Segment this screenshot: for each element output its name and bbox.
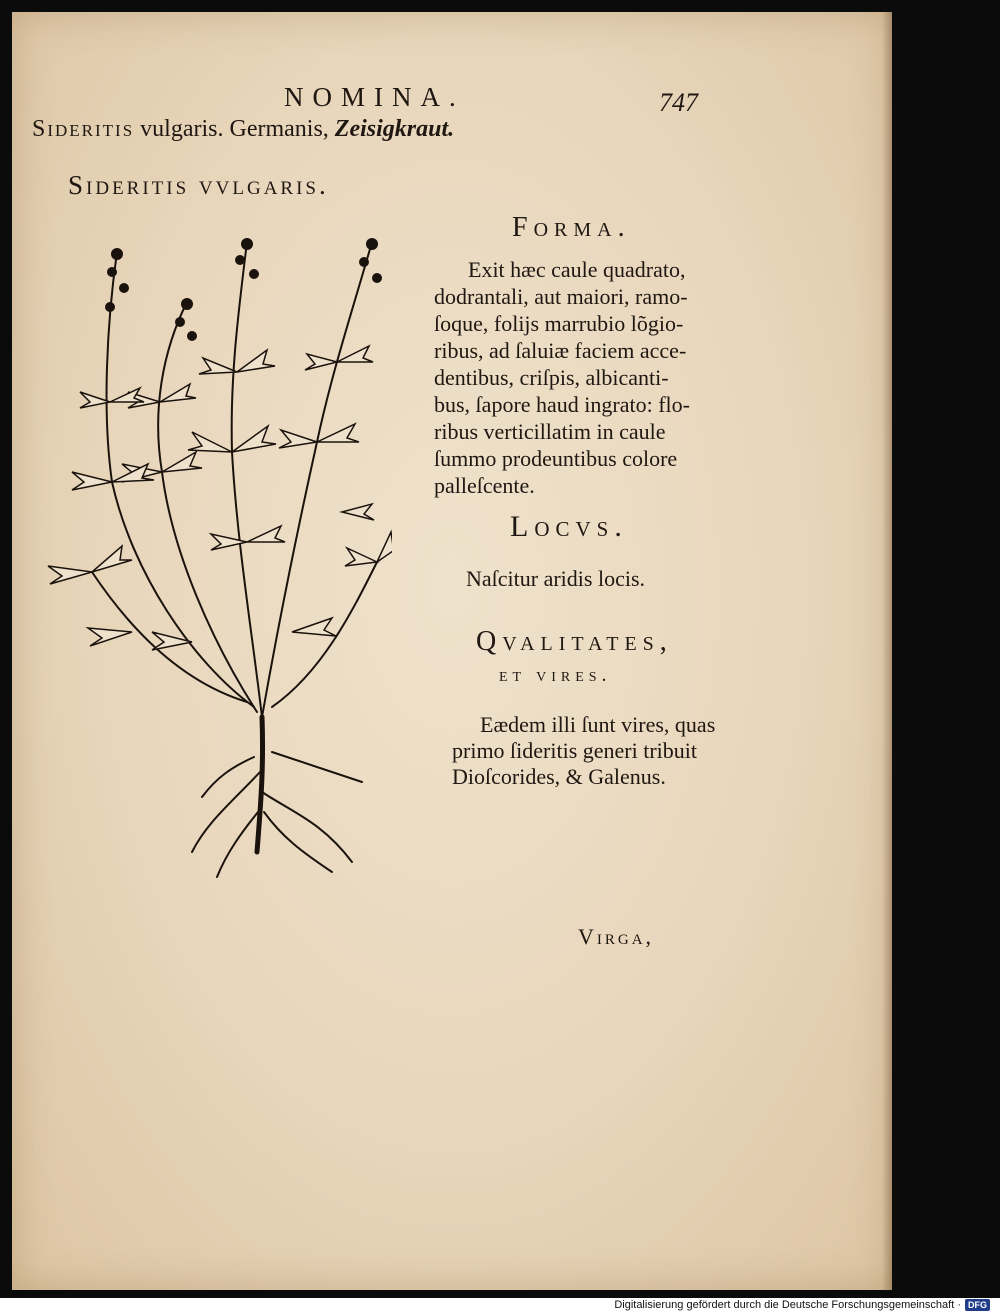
qualitates-line: primo ſideritis generi tribuit: [452, 738, 698, 763]
locus-heading: Locvs.: [510, 510, 628, 543]
book-page: [12, 12, 892, 1290]
forma-line: ſoque, folijs marrubio lõgio-: [434, 311, 684, 336]
forma-paragraph: [434, 256, 734, 499]
locus-text: Naſcitur aridis locis.: [466, 566, 646, 591]
footer-credit: Digitalisierung gefördert durch die Deutsche Forschungsgemeinschaft ·: [614, 1299, 961, 1311]
forma-line: dentibus, criſpis, albicanti-: [434, 365, 669, 390]
qualitates-line: Eædem illi ſunt vires, quas: [480, 712, 716, 737]
plant-woodcut-illustration: [32, 212, 392, 892]
forma-line: bus, ſapore haud ingrato: flo-: [434, 392, 690, 417]
figure-caption: Sideritis vvlgaris.: [68, 170, 329, 200]
page-edge-shadow: [882, 12, 892, 1290]
nomina-german: Zeisigkraut.: [334, 116, 455, 142]
forma-line: ſummo prodeuntibus colore: [434, 446, 678, 471]
forma-heading: Forma.: [512, 212, 631, 243]
forma-line: ribus, ad ſaluiæ faciem acce-: [434, 338, 687, 363]
forma-line: palleſcente.: [434, 473, 535, 498]
nomina-latin-rest: vulgaris. Germanis,: [134, 116, 335, 142]
nomina-latin-caps: Sideritis: [32, 116, 135, 142]
forma-line: ribus verticillatim in caule: [434, 419, 666, 444]
digitization-footer: [614, 1299, 990, 1311]
qualitates-subheading: et vires.: [499, 664, 612, 686]
catchword: Virga,: [578, 924, 655, 949]
dfg-logo: DFG: [965, 1299, 990, 1311]
qualitates-heading: Qvalitates,: [476, 626, 673, 657]
running-head: NOMINA.: [284, 82, 465, 112]
page-number: 747: [659, 88, 698, 117]
forma-line: Exit hæc caule quadrato,: [468, 257, 686, 282]
qualitates-paragraph: [452, 712, 715, 790]
forma-line: dodrantali, aut maiori, ramo-: [434, 284, 688, 309]
qualitates-line: Dioſcorides, & Galenus.: [452, 764, 666, 789]
nomina-line: [32, 116, 454, 143]
